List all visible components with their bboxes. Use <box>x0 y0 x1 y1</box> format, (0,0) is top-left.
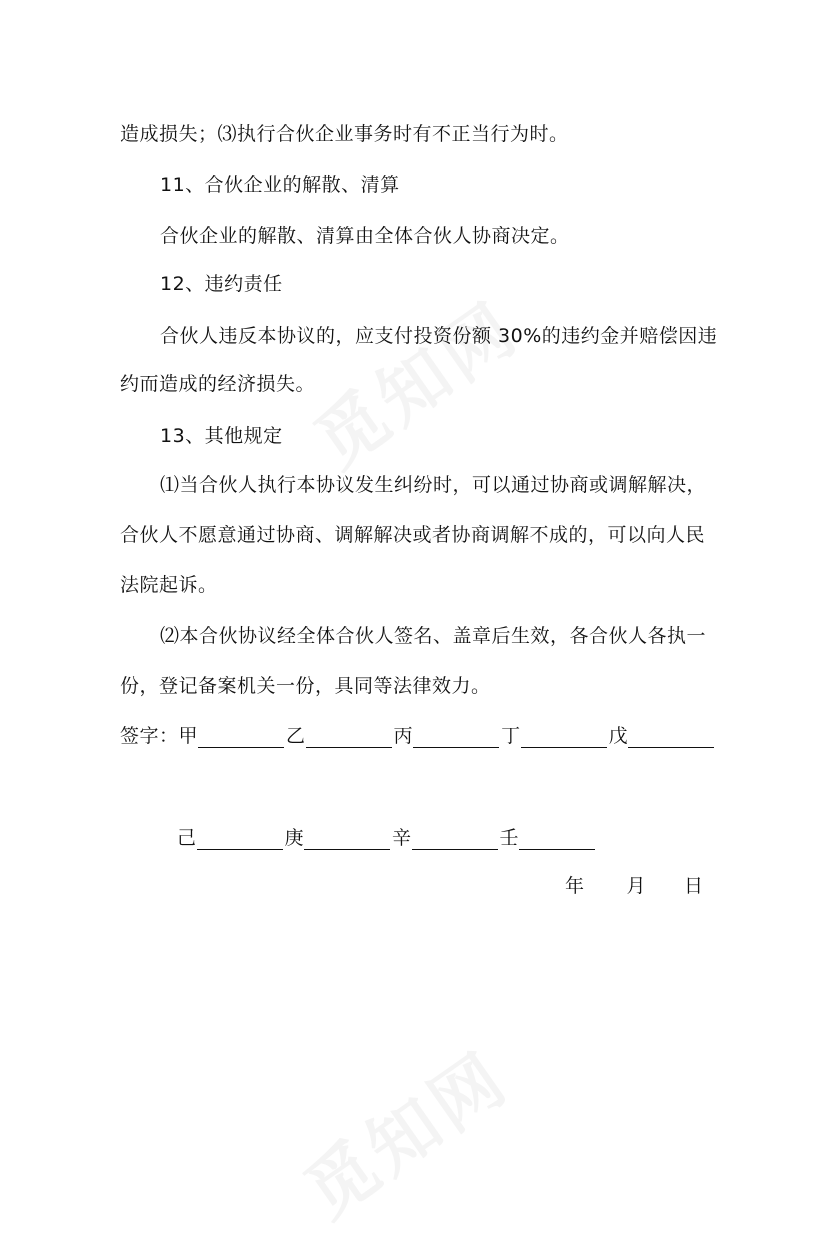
signature-party-label: 壬 <box>499 827 520 849</box>
signature-row-2 <box>177 826 597 850</box>
section-heading: 12、违约责任 <box>160 273 283 295</box>
signature-blank <box>412 829 498 850</box>
signature-party-label: 乙 <box>286 725 306 747</box>
paragraph-line: ⑴当合伙人执行本协议发生纠纷时，可以通过协商或调解解决， <box>160 474 707 496</box>
section-heading: 13、其他规定 <box>160 425 283 447</box>
signature-party-label: 庚 <box>284 827 305 849</box>
signature-blank <box>521 727 607 748</box>
signature-blank <box>413 727 499 748</box>
date-day: 日 <box>684 875 704 897</box>
paragraph-line: 造成损失；⑶执行合伙企业事务时有不正当行为时。 <box>120 123 569 145</box>
signature-field-bing <box>394 724 502 748</box>
signature-party-label: 辛 <box>392 827 412 849</box>
signature-blank <box>304 829 390 850</box>
signature-party-label: 丁 <box>501 725 521 747</box>
signature-blank <box>306 727 392 748</box>
paragraph-line: 约而造成的经济损失。 <box>120 373 316 395</box>
signature-field-yi <box>286 724 394 748</box>
signature-field-wu <box>609 724 717 748</box>
signature-blank <box>519 829 595 850</box>
paragraph-line: 合伙企业的解散、清算由全体合伙人协商决定。 <box>160 225 570 247</box>
paragraph-line: 份，登记备案机关一份，具同等法律效力。 <box>120 675 491 697</box>
date-year: 年 <box>565 875 585 897</box>
paragraph-line: ⑵本合伙协议经全体合伙人签名、盖章后生效，各合伙人各执一 <box>160 625 707 647</box>
paragraph-line: 法院起诉。 <box>120 574 218 596</box>
signature-row-1 <box>120 724 716 748</box>
signature-field-ji <box>177 826 285 850</box>
signature-label: 签字： <box>120 725 179 747</box>
signature-blank <box>198 727 284 748</box>
date-line <box>565 874 704 898</box>
signature-party-label: 戊 <box>608 725 629 747</box>
watermark-top <box>292 274 537 488</box>
watermark-bottom <box>282 1024 527 1237</box>
signature-field-xin <box>392 826 500 850</box>
signature-party-label: 己 <box>177 827 197 849</box>
section-heading: 11、合伙企业的解散、清算 <box>160 174 400 196</box>
signature-field-geng <box>285 826 393 850</box>
paragraph-line: 合伙人违反本协议的，应支付投资份额 30%的违约金并赔偿因违 <box>160 325 718 347</box>
signature-field-ren <box>500 826 598 850</box>
signature-blank <box>197 829 283 850</box>
signature-party-label: 甲 <box>178 725 199 747</box>
signature-party-label: 丙 <box>393 725 414 747</box>
paragraph-line: 合伙人不愿意通过协商、调解解决或者协商调解不成的，可以向人民 <box>120 524 706 546</box>
signature-blank <box>628 727 714 748</box>
signature-field-jia <box>179 724 287 748</box>
signature-field-ding <box>501 724 609 748</box>
date-month: 月 <box>626 875 647 897</box>
